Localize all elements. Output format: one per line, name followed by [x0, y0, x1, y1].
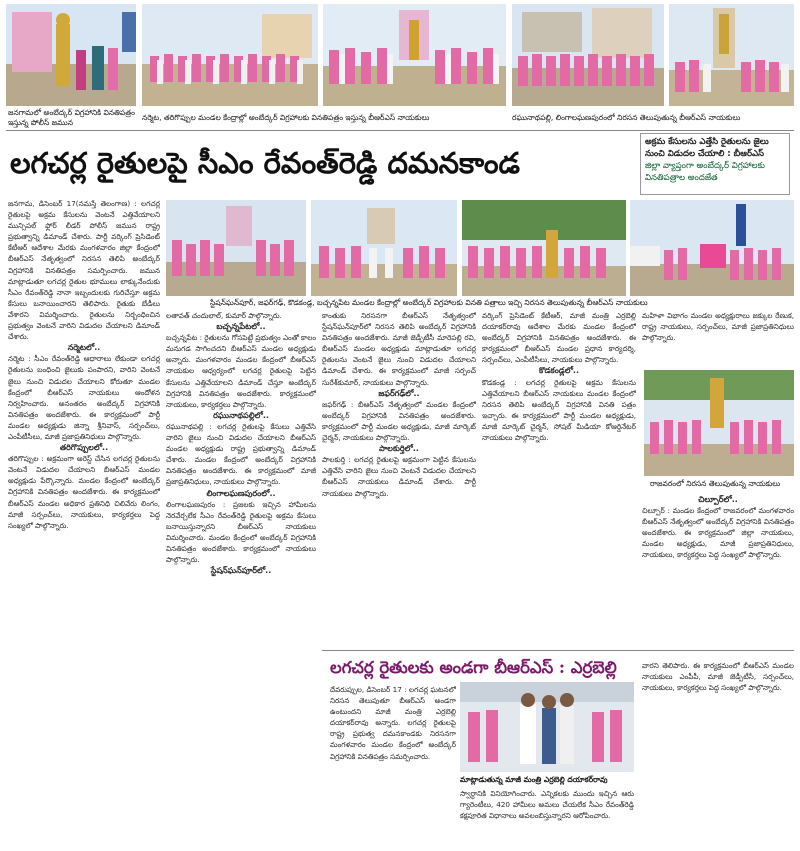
col5-para-a: మహిళా విభాగం మండల అధ్యక్షురాలు జక్కుల రేణుక, రాష్ట్ర నాయకులు, సర్పంచ్‌లు, మాజీ ప్రజాప్రతినిధులు పాల్గొన్నారు. [642, 311, 794, 343]
subhead-bachannapeta: బచ్చన్నపేటలో.. [216, 322, 266, 332]
page-title: లగచర్ల రైతులపై సీఎం రేవంత్‌రెడ్డి దమనకాండ [10, 146, 520, 180]
subhead-narmeta: నర్మెటలో.. [67, 343, 101, 353]
article2-intro-text: దేవరుప్పుల, డిసెంబర్ 17 : లగచర్ల ఘటనలో నిరసన తెలుపుతూ బీఆర్ఎస్ అండగా ఉంటుందని మాజీ మంత్రి ఎర్రబెల్లి దయాకర్‌రావు అన్నారు. లగచర్ల రైతులపై రాష్ట్ర ప్రభుత్వ దమనకాండకు నిరసనగా మంగళవారం మండల కేంద్రంలో అంబేద్కర్ విగ్రహానికి వినతిపత్రం సమర్పించారు. [330, 685, 456, 761]
article2-mid-text: స్వార్థానికి వినియోగించారు. ఎన్నికలకు ముందు ఇచ్చిన ఆరు గ్యారెంటీలు, 420 హామీలు అమలు చేయలేక సీఎం రేవంత్‌రెడ్డి కక్షపూరిత విధానాలు అవలంబిస్తున్నారని ఆరోపించారు. [460, 789, 634, 821]
photo-tarigoppula [323, 4, 506, 106]
article2-right-text: వారని తెలిపారు. ఈ కార్యక్రమంలో బీఆర్ఎస్ మండల నాయకులు ఎంపీపీ, మాజీ జెడ్పీటీసీ, సర్పంచ్‌లు, నాయకులు, కార్యకర్తలు పెద్ద సంఖ్యలో పాల్గొన్నారు. [642, 661, 794, 693]
photo-janagama [6, 4, 136, 106]
column-4 [482, 310, 636, 648]
article2-mid [460, 788, 634, 834]
col1-para-b: నర్మెట : సీఎం రేవంత్‌రెడ్డి ఆధారాలు లేకుండా లగచర్ల రైతులను బంధించి జైలుకు పంపారని, వారిని వెంటనే జైలు నుంచి విడుదల చేయాలని కోరుతూ మండల కేంద్రంలో బీఆర్ఎస్ నాయకులు ఆందోళన నిర్వహించారు. అనంతరం అంబేద్కర్ విగ్రహానికి వినతిపత్రం అందజేశారు. ఈ కార్యక్రమంలో పార్టీ మండల అధ్యక్షుడు జిన్నా శ్రీనివాస్, సర్పంచ్‌లు, ఎంపీటీసీలు, మాజీ ప్రజాప్రతినిధులు పాల్గొన్నారు. [8, 354, 160, 441]
col1-para-a: జనగామ, డిసెంబర్ 17(నమస్తే తెలంగాణ) : లగచర్ల రైతులపై అక్రమ కేసులను వెంటనే ఎత్తివేయాలని మున్సిపల్ ఫ్లోర్ లీడర్ పోలీస్ జమున రాష్ట్ర ప్రభుత్వాన్ని డిమాండ్ చేశారు. పార్టీ వర్కింగ్ ప్రెసిడెంట్ కేటీఆర్ ఆదేశాల మేరకు మంగళవారం జిల్లా కేంద్రంలో బీఆర్ఎస్ నేతృత్వంలో నిరసన తెలిపి అంబేద్కర్ విగ్రహానికి వినతిపత్రం సమర్పించారు. జమున మాట్లాడుతూ లగచర్ల రైతుల భూములు లాక్కునేందుకు సీఎం రేవంత్‌రెడ్డి నానా ఇబ్బందులకు గురిచేస్తూ అక్రమ కేసులు బనాయించారని తెలిపారు. రైతుకు బేడీలు వేశారని విమర్శించారు. రైతులను నిర్బంధించిన ప్రభుత్వం వెంటనే వారిని విడుదల చేయాలని డిమాండ్ చేశారు. [8, 199, 160, 342]
photo-raghunathpally [512, 4, 664, 106]
column-2 [166, 310, 316, 834]
subhead-tarigoppula: తరిగొప్పులలో.. [59, 443, 109, 453]
article2-right [642, 660, 794, 834]
col4-para-b: కొడకండ్ల : లగచర్ల రైతులపై అక్రమ కేసులను ఎత్తివేయాలని బీఆర్ఎస్ నాయకులు మండల కేంద్రంలో నిరసన తెలిపి అంబేద్కర్ విగ్రహానికి వినతి పత్రం ఇచ్చారు. ఈ కార్యక్రమంలో పార్టీ మండల అధ్యక్షుడు, మాజీ మార్కెట్ చైర్మన్, సోషల్ మీడియా కోఆర్డినేటర్ నాయకులు పాల్గొన్నారు. [482, 377, 636, 443]
col3-para-b: జఫర్‌గఢ్ : బీఆర్ఎస్ నేతృత్వంలో మండల కేంద్రంలో అంబేద్కర్ విగ్రహానికి వినతిపత్రం అందజేశారు. కార్యక్రమంలో పార్టీ మండల అధ్యక్షుడు, మాజీ మార్కెట్ చైర్మన్, నాయకులు పాల్గొన్నారు. [322, 399, 476, 443]
caption-narmeta: నర్మెట, తరిగొప్పుల మండల కేంద్రాల్లో అంబేద్కర్ విగ్రహాలకు వినతిపత్రం ఇస్తున్న బీఆర్ఎస్ నాయకులు [142, 113, 430, 122]
divider-article2 [322, 650, 794, 651]
subhead-palakurthi: పాలకుర్తిలో.. [379, 444, 419, 454]
col1-para-c: తరిగొప్పుల : అక్రమంగా అరెస్ట్ చేసిన లగచర్ల రైతులను వెంటనే విడుదల చేయాలని బీఆర్ఎస్ మండల అధ్యక్షుడు పేర్కొన్నారు. మండల కేంద్రంలో అంబేద్కర్ విగ్రహానికి వినతిపత్రం అందజేశారు. ఈ కార్యక్రమంలో బీఆర్ఎస్ మండల అధికార ప్రతినిధి చిలివేరు లింగం, మాజీ సర్పంచ్‌లు, నాయకులు, కార్యకర్తలు పెద్ద సంఖ్యలో పాల్గొన్నారు. [8, 454, 160, 530]
col4-para-a: వర్కింగ్ ప్రెసిడెంట్ కేటీఆర్, మాజీ మంత్రి ఎర్రబెల్లి దయాకర్‌రావు ఆదేశాల మేరకు మండల కేంద్రంలో అంబేద్కర్ విగ్రహానికి వినతిపత్రం అందజేశారు. ఈ కార్యక్రమంలో బీఆర్ఎస్ మండల ప్రధాన కార్యదర్శి, సర్పంచ్‌లు, ఎంపీటీసీలు, నాయకులు పాల్గొన్నారు. [482, 311, 636, 365]
caption-errabelli: మాట్లాడుతున్న మాజీ మంత్రి ఎర్రబెల్లి దయాకర్‌రావు [460, 775, 608, 784]
column-5-bottom [642, 494, 794, 648]
caption-raghunathpally: రఘునాథపల్లి, లింగాలఘణపురంలో నిరసన తెలుపుతున్న బీఆర్ఎస్ నాయకులు [512, 113, 741, 122]
subhead-stationghanpur: స్టేషన్‌ఘన్‌పూర్‌లో.. [210, 566, 272, 576]
col2-para-a: లతావత్ చందులాల్, కుమార్ పాల్గొన్నారు. [166, 311, 282, 320]
photo-narmeta [142, 4, 318, 106]
col5-para-b: చిల్పూర్ : మండల కేంద్రంలో రాజవరంలో మంగళవారం బీఆర్ఎస్ నేతృత్వంలో అంబేద్కర్ విగ్రహానికి వినతిపత్రం అందజేశారు. ఈ కార్యక్రమంలో జిల్లా నాయకులు, మండల అధ్యక్షుడు, మాజీ ప్రజాప్రతినిధులు, నాయకులు, కార్యకర్తలు పెద్ద సంఖ్యలో పాల్గొన్నారు. [642, 506, 794, 560]
col2-para-c: రఘునాథపల్లి : లగచర్ల రైతులపై కేసులు ఎత్తివేసి వారిని జైలు నుంచి విడుదల చేయాలని బీఆర్ఎస్ మండల అధ్యక్షుడు రాష్ట్ర ప్రభుత్వాన్ని డిమాండ్ చేశారు. మండల కేంద్రంలో అంబేద్కర్ విగ్రహానికి వినతిపత్రం అందజేశారు. ఈ కార్యక్రమంలో మాజీ ప్రజాప్రతినిధులు, నాయకులు పాల్గొన్నారు. [166, 421, 316, 487]
photo-bachannapeta [630, 200, 794, 296]
caption-rajavaram: రాజవరంలో నిరసన తెలుపుతున్న నాయకులు [650, 479, 781, 488]
photo-jaffergadh [311, 200, 457, 296]
subtitle-line2: జిల్లా వ్యాప్తంగా అంబేద్కర్ విగ్రహాలకు వినతిపత్రాల అందజేత [645, 161, 765, 183]
photo-kodakandla [462, 200, 626, 296]
subtitle-line1: అక్రమ కేసులను ఎత్తేసి రైతులను జైలు నుంచి విడుదల చేయాలి : బీఆర్ఎస్ [645, 137, 769, 159]
subhead-lingalaghanpur: లింగాలఘణపురంలో.. [206, 488, 276, 498]
subtitle-box [640, 133, 790, 195]
caption-middle: స్టేషన్‌ఘన్‌పూర్, జఫర్‌గఢ్, కొడకండ్ల, బచ్చన్నపేట మండల కేంద్రాల్లో అంబేద్కర్ విగ్రహాలకు వినతి పత్రాలు ఇచ్చి నిరసన తెలుపుతున్న బీఆర్ఎస్ నాయకులు [210, 298, 648, 307]
photo-stationghanpur [166, 200, 306, 296]
photo-rajavaram [644, 370, 794, 476]
photo-errabelli [460, 682, 634, 772]
col3-para-a: కాంతుకు నిరసనగా బీఆర్ఎస్ నేతృత్వంలో స్టేషన్‌ఘన్‌పూర్‌లో నిరసన తెలిపి అంబేద్కర్ విగ్రహానికి వినతిపత్రం అందజేశారు. మాజీ జెడ్పీటీసీ మారెపల్లి రవి, బీఆర్ఎస్ మండల అధ్యక్షుడు మాట్లాడుతూ లగచర్ల రైతులను వెంటనే జైలు నుంచి విడుదల చేయాలని డిమాండ్ చేశారు. ఈ కార్యక్రమంలో మాజీ సర్పంచ్ సురేశ్‌కుమార్, నాయకులు పాల్గొన్నారు. [322, 311, 476, 387]
photo-lingalaghanpur [669, 4, 794, 106]
column-1 [8, 198, 160, 834]
subhead-chilpur: చిల్పూర్‌లో.. [698, 495, 738, 504]
divider-top [6, 130, 794, 131]
col2-para-d: లింగాలఘణపురం : ప్రజలకు ఇచ్చిన హామీలను నెరవేర్చలేక సీఎం రేవంత్‌రెడ్డి రైతులపై అక్రమ కేసులు బనాయిస్తున్నారని బీఆర్ఎస్ నాయకులు విమర్శించారు. మండల కేంద్రంలో అంబేద్కర్ విగ్రహానికి వినతిపత్రం అందజేశారు. కార్యక్రమంలో నాయకులు పాల్గొన్నారు. [166, 499, 316, 565]
col3-para-c: పాలకుర్తి : లగచర్ల రైతులపై అక్రమంగా పెట్టిన కేసులను ఎత్తివేసి వారిని జైలు నుంచి వెంటనే విడుదల చేయాలని బీఆర్ఎస్ నాయకులు డిమాండ్ చేశారు. పార్టీ నాయకులు పాల్గొన్నారు. [322, 455, 476, 498]
subhead-raghunathpally: రఘునాథపల్లిలో.. [213, 410, 269, 420]
caption-janagama: జనగామలో అంబేద్కర్ విగ్రహానికి వినతిపత్రం ఇస్తున్న పోలీస్ జమున [8, 108, 135, 127]
article2-headline: లగచర్ల రైతులకు అండగా బీఆర్ఎస్ : ఎర్రబెల్లి [330, 658, 617, 677]
subhead-jaffergadh: జఫర్‌గఢ్‌లో.. [378, 388, 420, 398]
article2-intro [330, 684, 456, 834]
col2-para-b: బచ్చన్నపేట : రైతులను గోసపెట్టే ప్రభుత్వం ఎంతో కాలం మనుగడ సాగించదని బీఆర్ఎస్ మండల అధ్యక్షుడు అన్నారు. మంగళవారం మండల కేంద్రంలో బీఆర్ఎస్ నాయకుల ఆధ్వర్యంలో లగచర్ల రైతులపై పెట్టిన కేసులను ఎత్తివేయాలని డిమాండ్ చేస్తూ అంబేద్కర్ విగ్రహానికి వినతిపత్రం అందజేశారు. కార్యక్రమంలో నాయకులు, కార్యకర్తలు పాల్గొన్నారు. [166, 333, 316, 409]
subhead-kodakandla: కొడకండ్లలో.. [538, 366, 580, 376]
column-3 [322, 310, 476, 648]
column-5-top [642, 310, 794, 366]
